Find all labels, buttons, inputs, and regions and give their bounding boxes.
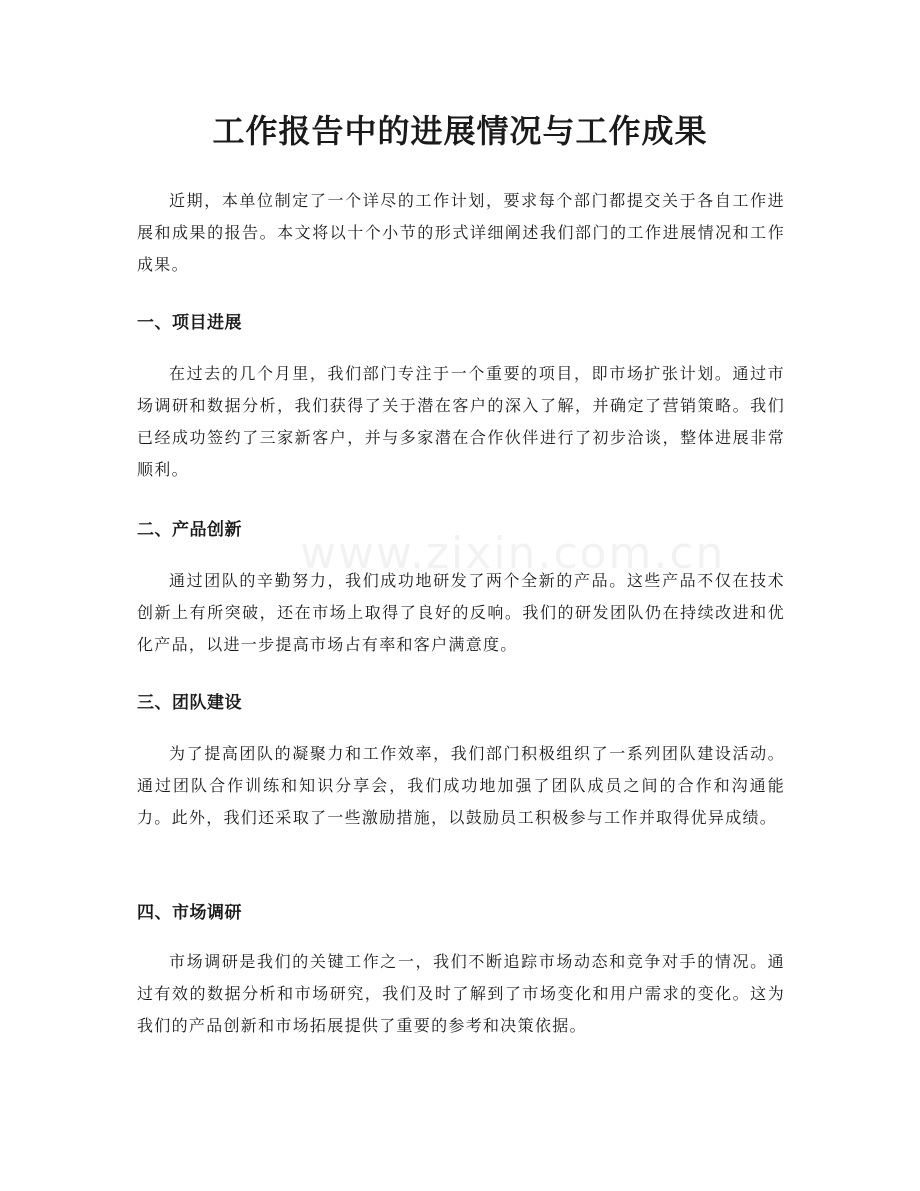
- section-body-2: 通过团队的辛勤努力，我们成功地研发了两个全新的产品。这些产品不仅在技术创新上有所突破，还在市场上取得了良好的反响。我们的研发团队仍在持续改进和优化产品，以进一步提高市场占有率和客户满意度。: [137, 571, 785, 654]
- section-heading-1: 一、项目进展: [137, 313, 242, 333]
- section-heading-4: 四、市场调研: [137, 903, 242, 923]
- section-body-3: 为了提高团队的凝聚力和工作效率，我们部门积极组织了一系列团队建设活动。通过团队合作训练和知识分享会，我们成功地加强了团队成员之间的合作和沟通能力。此外，我们还采取了一些激励措施，以鼓励员工积极参与工作并取得优异成绩。: [137, 744, 785, 827]
- section-body-1: 在过去的几个月里，我们部门专注于一个重要的项目，即市场扩张计划。通过市场调研和数据分析，我们获得了关于潜在客户的深入了解，并确定了营销策略。我们已经成功签约了三家新客户，并与多家潜在合作伙伴进行了初步洽谈，整体进展非常顺利。: [137, 364, 785, 479]
- watermark: www.zixin.com.cn: [300, 528, 726, 579]
- section-heading-2: 二、产品创新: [137, 520, 242, 540]
- intro-paragraph: 近期，本单位制定了一个详尽的工作计划，要求每个部门都提交关于各自工作进展和成果的报告。本文将以十个小节的形式详细阐述我们部门的工作进展情况和工作成果。: [137, 191, 785, 274]
- document-title: 工作报告中的进展情况与工作成果: [212, 112, 708, 150]
- section-body-4: 市场调研是我们的关键工作之一，我们不断追踪市场动态和竞争对手的情况。通过有效的数据分析和市场研究，我们及时了解到了市场变化和用户需求的变化。这为我们的产品创新和市场拓展提供了重要的参考和决策依据。: [137, 952, 785, 1035]
- section-heading-3: 三、团队建设: [137, 693, 242, 713]
